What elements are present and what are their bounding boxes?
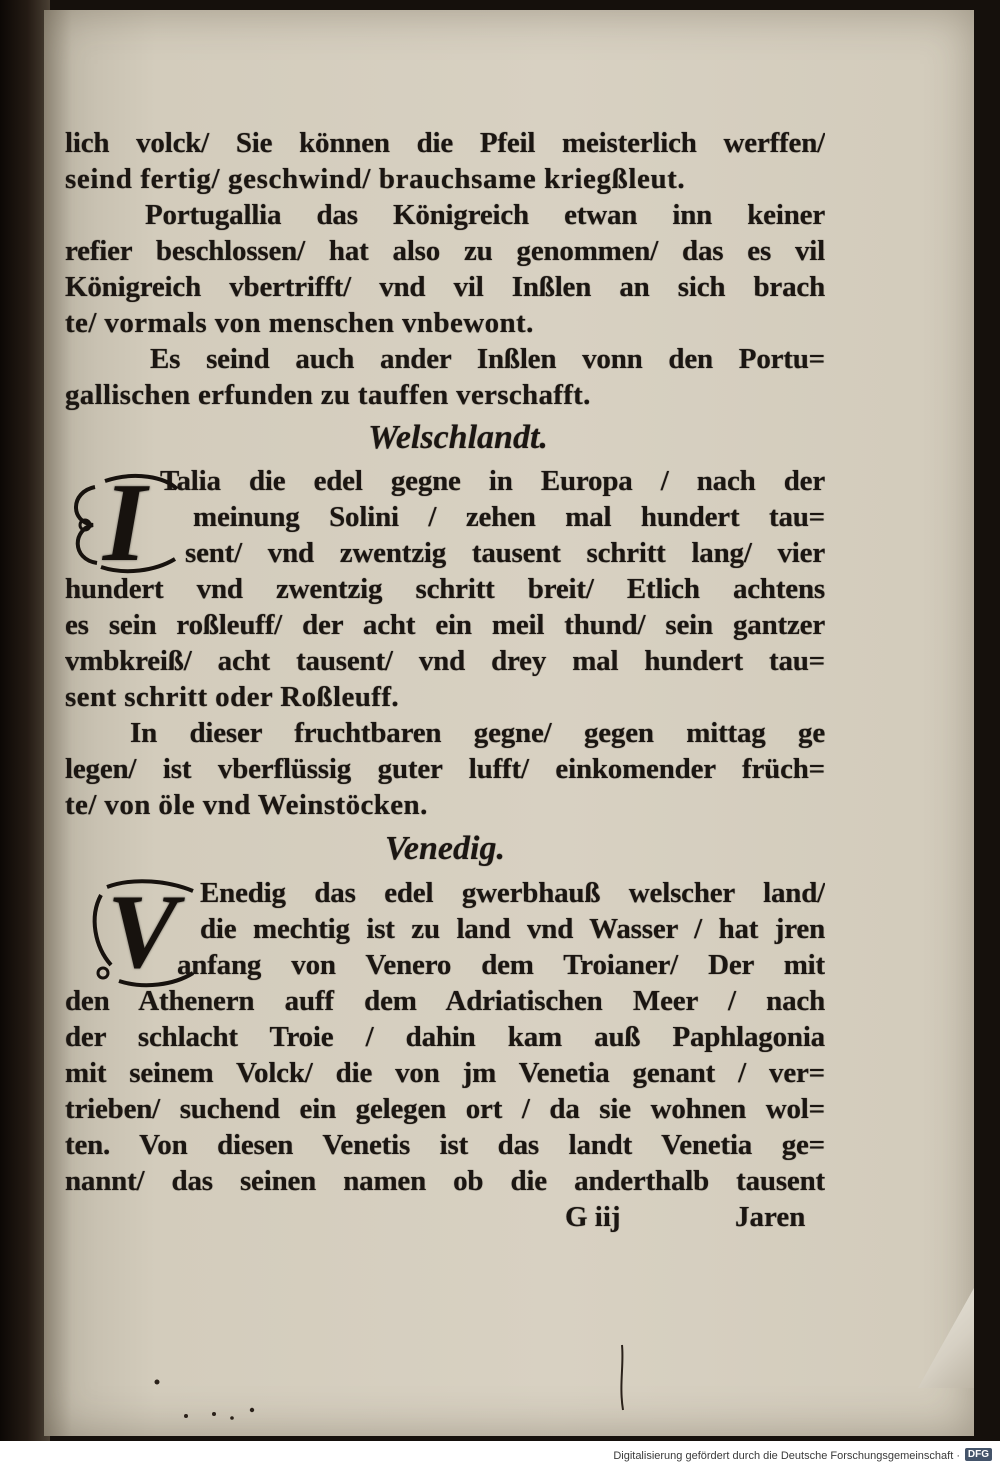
paragraph-venedig xyxy=(65,875,825,1199)
decorated-initial xyxy=(65,461,187,585)
text-block xyxy=(65,125,825,1235)
dropcap-letter: V xyxy=(107,873,178,990)
text-line: Es seind auch ander Inßlen vonn den Portu= xyxy=(150,343,825,375)
text-line: vmbkreiß/ acht tausent/ vnd drey mal hundert tau= xyxy=(65,645,825,677)
text-line: In dieser fruchtbaren gegne/ gegen mittag ge xyxy=(130,717,825,749)
text-line: Enedig das edel gwerbhauß welscher land/ xyxy=(200,877,825,909)
text-line: te/ von öle vnd Weinstöcken. xyxy=(65,789,428,821)
text-line: refier beschlossen/ hat also zu genommen/ das es vil xyxy=(65,235,825,267)
signature-mark: G iij xyxy=(565,1201,621,1233)
text-line: nannt/ das seinen namen ob die anderthalb tausent xyxy=(65,1165,825,1197)
dfg-logo: DFG xyxy=(965,1448,992,1461)
text-line: Königreich vbertrifft/ vnd vil Inßlen an sich brach xyxy=(65,271,825,303)
text-line: mit seinem Volck/ die von jm Venetia genant / ver= xyxy=(65,1057,825,1089)
text-line: es sein roßleuff/ der acht ein meil thund/ sein gantzer xyxy=(65,609,825,641)
section-heading-venedig: Venedig. xyxy=(385,830,505,867)
funding-credit: Digitalisierung gefördert durch die Deutsche Forschungsgemeinschaft · xyxy=(613,1450,960,1462)
text-line: hundert vnd zwentzig schritt breit/ Etlich achtens xyxy=(65,573,825,605)
text-line: trieben/ suchend ein gelegen ort / da sie wohnen wol= xyxy=(65,1093,825,1125)
section-heading-welschlandt: Welschlandt. xyxy=(368,419,548,456)
text-line: anfang von Venero dem Troianer/ Der mit xyxy=(177,949,825,981)
catchword-line xyxy=(65,1199,825,1235)
text-line: sent/ vnd zwentzig tausent schritt lang/ vier xyxy=(185,537,825,569)
paragraph-italia xyxy=(65,463,825,715)
text-line: lich volck/ Sie können die Pfeil meisterlich werffen/ xyxy=(65,127,825,159)
catchword: Jaren xyxy=(735,1201,806,1233)
text-line: Portugallia das Königreich etwan inn keiner xyxy=(145,199,825,231)
text-line: seind fertig/ geschwind/ brauchsame kriegßleut. xyxy=(65,163,686,195)
text-line: Talia die edel gegne in Europa / nach der xyxy=(160,465,825,497)
text-line: legen/ ist vberflüssig guter lufft/ einkomender früch= xyxy=(65,753,825,785)
text-line: den Athenern auff dem Adriatischen Meer / nach xyxy=(65,985,825,1017)
text-line: ten. Von diesen Venetis ist das landt Venetia ge= xyxy=(65,1129,825,1161)
text-line: die mechtig ist zu land vnd Wasser / hat jren xyxy=(200,913,825,945)
digitization-footer xyxy=(0,1441,1000,1471)
text-line: sent schritt oder Roßleuff. xyxy=(65,681,400,713)
decorated-initial xyxy=(89,873,199,990)
text-line: der schlacht Troie / dahin kam auß Paphlagonia xyxy=(65,1021,825,1053)
dropcap-letter: I xyxy=(103,461,147,585)
text-line: te/ vormals von menschen vnbewont. xyxy=(65,307,534,339)
text-line: gallischen erfunden zu tauffen verschafft. xyxy=(65,379,591,411)
text-line: meinung Solini / zehen mal hundert tau= xyxy=(193,501,825,533)
